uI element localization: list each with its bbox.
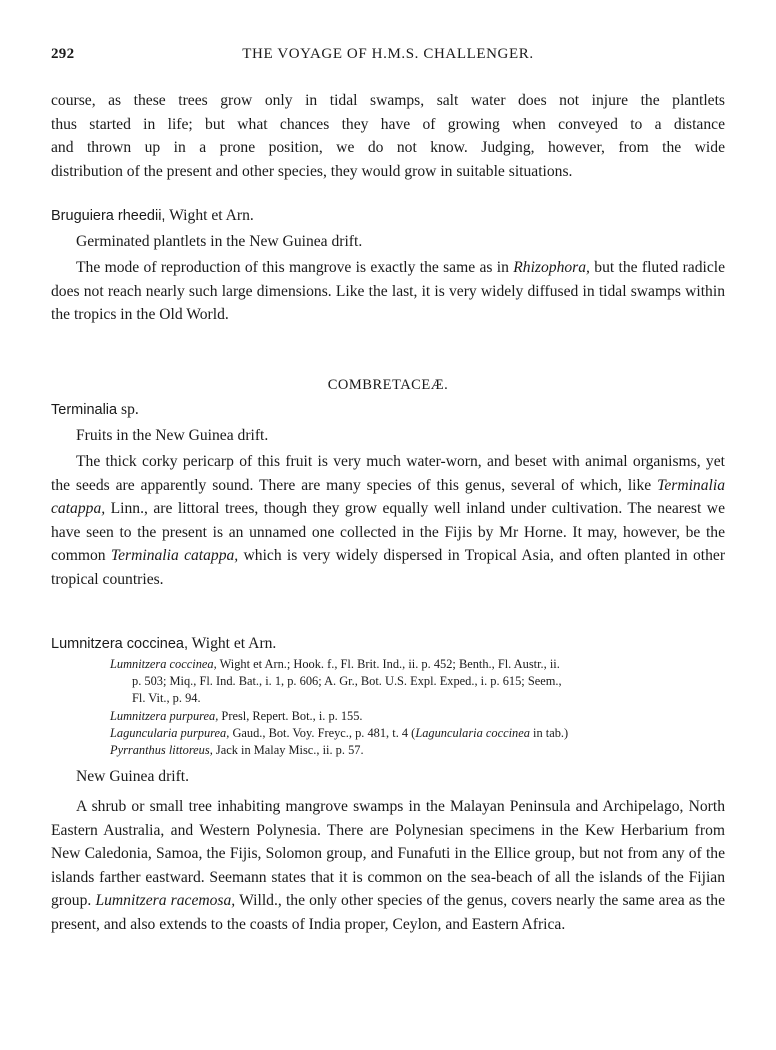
synonym-name: Pyrranthus littoreus, <box>110 743 213 758</box>
text: Willd., the only other species of the genus, covers nearly the same area as the present, and also extends to the coasts of India proper, Ceylon, and Eastern Africa. <box>51 892 725 933</box>
species-authority: sp. <box>121 401 139 418</box>
species-authority: Wight et Arn. <box>191 635 277 652</box>
species-heading-terminalia <box>51 398 725 423</box>
species-italic: Terminalia catappa, <box>51 476 725 517</box>
synonym-ref-italic: Laguncularia coccinea <box>415 725 530 740</box>
species-name: Bruguiera rheedii, <box>51 208 166 224</box>
species-heading-lumnitzera <box>51 632 725 657</box>
species-heading-bruguiera <box>51 204 725 229</box>
species-name: Lumnitzera coccinea, <box>51 636 189 652</box>
locality-terminalia: Fruits in the New Guinea drift. <box>76 427 269 444</box>
synonym-ref: Gaud., Bot. Voy. Freyc., p. 481, t. 4 ( <box>232 725 416 740</box>
genus-name: Rhizophora, <box>513 259 590 276</box>
species-authority: Wight et Arn. <box>169 207 254 224</box>
text: but the fluted radicle does not reach nearly such large dimensions. Like the last, it is very widely diffused in tidal swamps within the tropics in the Old World. <box>51 259 725 323</box>
synonym-name: Lumnitzera coccinea, <box>110 657 217 671</box>
intro-paragraph <box>51 89 725 183</box>
synonym-ref-continued: Fl. Vit., p. 94. <box>132 691 201 706</box>
text-line: and thrown up in a prone position, we do not know. Judging, however, from the wide <box>51 139 725 156</box>
page-header <box>51 46 725 68</box>
text: which is very widely dispersed in Tropical Asia, and often planted in other tropical countries. <box>51 547 726 588</box>
family-heading: COMBRETACEÆ. <box>327 377 449 393</box>
synonym-ref-continued: p. 503; Miq., Fl. Ind. Bat., i. 1, p. 606; A. Gr., Bot. U.S. Expl. Exped., i. p. 615; Seem., <box>132 674 562 689</box>
synonym-ref: Presl, Repert. Bot., i. p. 155. <box>221 708 363 723</box>
synonymy-list <box>110 656 730 759</box>
synonym-entry <box>110 708 730 725</box>
locality-lumnitzera: New Guinea drift. <box>76 768 190 785</box>
text-line: distribution of the present and other species, they would grow in suitable situations. <box>51 162 573 180</box>
text-line: course, as these trees grow only in tidal swamps, salt water does not injure the plantlets <box>51 92 725 109</box>
paragraph-bruguiera <box>51 256 725 327</box>
synonym-ref-end: in tab.) <box>533 725 569 740</box>
synonym-entry <box>110 725 730 742</box>
synonym-name: Laguncularia purpurea, <box>110 725 230 740</box>
species-italic: Lumnitzera racemosa, <box>95 892 236 909</box>
synonym-entry <box>110 656 730 673</box>
species-name: Terminalia <box>51 402 118 418</box>
paragraph-terminalia <box>51 450 725 591</box>
locality-bruguiera: Germinated plantlets in the New Guinea drift. <box>76 233 363 250</box>
text-line: thus started in life; but what chances they have of growing when conveyed to a distance <box>51 115 725 133</box>
page-number: 292 <box>51 46 75 62</box>
text: The thick corky pericarp of this fruit is very much water-worn, and beset with animal organisms, yet the seeds are apparently sound. There are many species of this genus, several of which, like <box>51 453 725 494</box>
text: The mode of reproduction of this mangrove is exactly the same as in <box>76 259 509 276</box>
synonym-entry <box>110 742 730 759</box>
synonym-ref: Jack in Malay Misc., ii. p. 57. <box>215 743 364 758</box>
text: Linn., are littoral trees, though they grow equally well inland under cultivation. The nearest we have seen to the present is an unnamed one collected in the Fijis by Mr Horne. It may, however, be the common <box>51 500 725 564</box>
text: A shrub or small tree inhabiting mangrove swamps in the Malayan Peninsula and Archipelago, North Eastern Australia, and Western Polynesia. There are Polynesian specimens in the Kew Herbarium from New Caledonia, Samoa, the Fijis, Solomon group, and Funafuti in the Ellice group, but not from any of the islands farther eastward. Seemann states that it is common on the sea-beach of all the islands of the Fijian group. <box>51 798 725 909</box>
running-head: THE VOYAGE OF H.M.S. CHALLENGER. <box>242 46 534 62</box>
synonym-name: Lumnitzera purpurea, <box>110 708 219 723</box>
synonym-ref: Wight et Arn.; Hook. f., Fl. Brit. Ind., ii. p. 452; Benth., Fl. Austr., ii. <box>219 657 560 671</box>
species-italic: Terminalia catappa, <box>110 547 239 564</box>
paragraph-lumnitzera <box>51 795 725 936</box>
